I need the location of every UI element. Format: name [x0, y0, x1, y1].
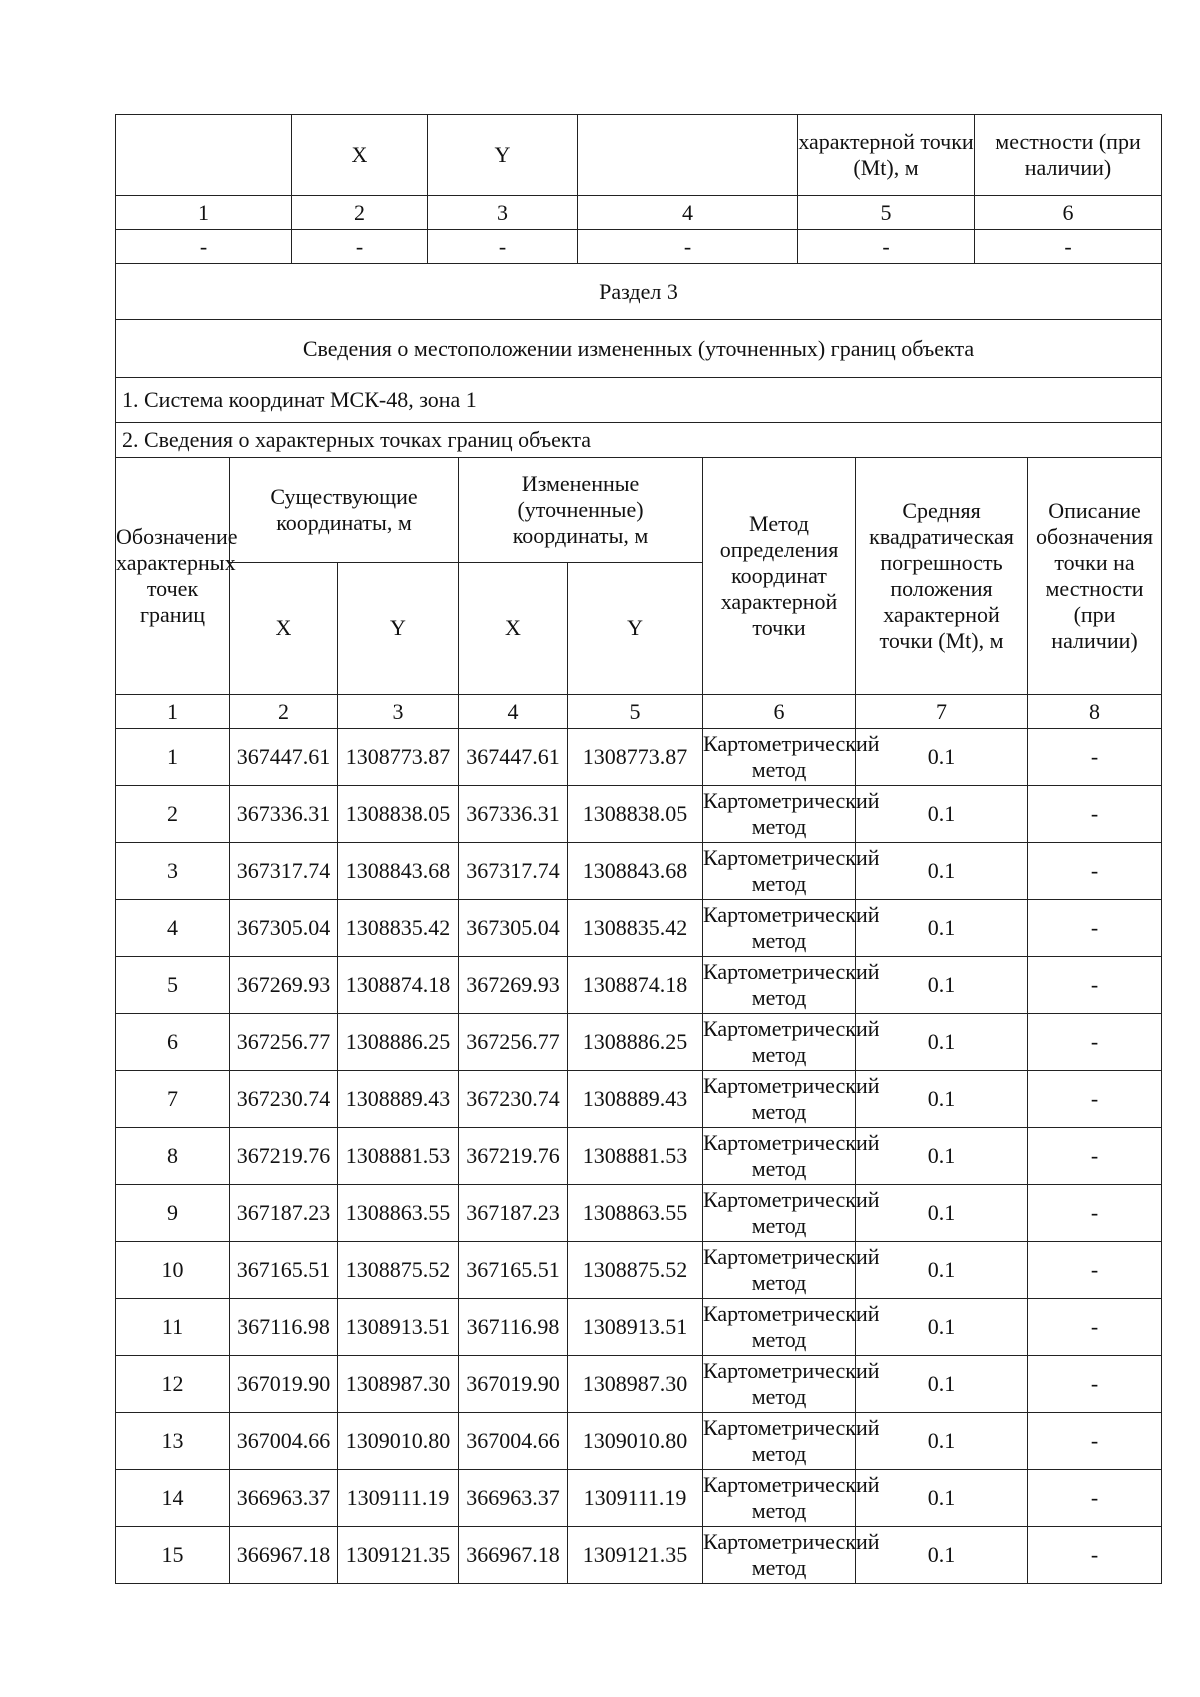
changed-y-cell: 1308863.55: [568, 1185, 703, 1242]
table-row: [116, 1128, 1162, 1185]
changed-x-cell: 367187.23: [459, 1185, 568, 1242]
table-row: [116, 1242, 1162, 1299]
error-value-cell: 0.1: [856, 900, 1028, 957]
error-value-cell: 0.1: [856, 1299, 1028, 1356]
description-cell: -: [1028, 1299, 1162, 1356]
method-cell: Картометрический метод: [703, 843, 856, 900]
header-error: Средняя квадратическая погрешность положения характерной точки (Mt), м: [856, 458, 1028, 695]
changed-x-cell: 367447.61: [459, 729, 568, 786]
method-cell: Картометрический метод: [703, 1356, 856, 1413]
table-row: [116, 1413, 1162, 1470]
existing-y-cell: 1308889.43: [338, 1071, 459, 1128]
description-cell: -: [1028, 729, 1162, 786]
section-subtitle: Сведения о местоположении измененных (уточненных) границ объекта: [116, 320, 1162, 378]
column-number: 3: [338, 695, 459, 729]
header-existing-y: Y: [338, 562, 459, 694]
header-changed-y: Y: [568, 562, 703, 694]
column-number: 5: [798, 196, 975, 230]
existing-x-cell: 367165.51: [230, 1242, 338, 1299]
existing-x-cell: 367447.61: [230, 729, 338, 786]
error-value-cell: 0.1: [856, 1185, 1028, 1242]
header-existing-coords: Существующие координаты, м: [230, 458, 459, 563]
changed-x-cell: 367165.51: [459, 1242, 568, 1299]
header-description: Описание обозначения точки на местности (при наличии): [1028, 458, 1162, 695]
point-number-cell: 13: [116, 1413, 230, 1470]
top-header-cell: характерной точки (Mt), м: [798, 115, 975, 196]
existing-y-cell: 1308863.55: [338, 1185, 459, 1242]
table-row: [116, 900, 1162, 957]
changed-x-cell: 366967.18: [459, 1527, 568, 1584]
existing-x-cell: 367230.74: [230, 1071, 338, 1128]
description-cell: -: [1028, 1014, 1162, 1071]
method-cell: Картометрический метод: [703, 729, 856, 786]
existing-x-cell: 367019.90: [230, 1356, 338, 1413]
existing-x-cell: 366967.18: [230, 1527, 338, 1584]
header-designation: Обозначение характерных точек границ: [116, 458, 230, 695]
existing-y-cell: 1308987.30: [338, 1356, 459, 1413]
description-cell: -: [1028, 957, 1162, 1014]
changed-x-cell: 366963.37: [459, 1470, 568, 1527]
dash-cell: -: [578, 230, 798, 264]
dash-cell: -: [116, 230, 292, 264]
error-value-cell: 0.1: [856, 1527, 1028, 1584]
changed-y-cell: 1308889.43: [568, 1071, 703, 1128]
changed-x-cell: 367317.74: [459, 843, 568, 900]
method-cell: Картометрический метод: [703, 1071, 856, 1128]
dash-cell: -: [292, 230, 428, 264]
changed-y-cell: 1308886.25: [568, 1014, 703, 1071]
column-number: 8: [1028, 695, 1162, 729]
existing-x-cell: 367317.74: [230, 843, 338, 900]
coordinate-system: 1. Система координат МСК-48, зона 1: [116, 378, 1162, 423]
table-row: [116, 1470, 1162, 1527]
method-cell: Картометрический метод: [703, 1299, 856, 1356]
existing-x-cell: 367269.93: [230, 957, 338, 1014]
table-row: [116, 957, 1162, 1014]
header-method: Метод определения координат характерной точки: [703, 458, 856, 695]
column-number: 2: [292, 196, 428, 230]
changed-y-cell: 1308773.87: [568, 729, 703, 786]
changed-x-cell: 367004.66: [459, 1413, 568, 1470]
existing-y-cell: 1308881.53: [338, 1128, 459, 1185]
description-cell: -: [1028, 900, 1162, 957]
existing-x-cell: 367116.98: [230, 1299, 338, 1356]
table-row: [116, 1356, 1162, 1413]
top-header-cell: X: [292, 115, 428, 196]
point-number-cell: 11: [116, 1299, 230, 1356]
column-number: 1: [116, 695, 230, 729]
changed-y-cell: 1308987.30: [568, 1356, 703, 1413]
error-value-cell: 0.1: [856, 1242, 1028, 1299]
description-cell: -: [1028, 1470, 1162, 1527]
existing-y-cell: 1309010.80: [338, 1413, 459, 1470]
changed-x-cell: 367230.74: [459, 1071, 568, 1128]
table-row: [116, 1071, 1162, 1128]
method-cell: Картометрический метод: [703, 1413, 856, 1470]
existing-y-cell: 1308835.42: [338, 900, 459, 957]
table-row: [116, 786, 1162, 843]
dash-cell: -: [798, 230, 975, 264]
column-number: 6: [975, 196, 1162, 230]
changed-x-cell: 367269.93: [459, 957, 568, 1014]
method-cell: Картометрический метод: [703, 786, 856, 843]
changed-y-cell: 1308874.18: [568, 957, 703, 1014]
changed-y-cell: 1308843.68: [568, 843, 703, 900]
description-cell: -: [1028, 1356, 1162, 1413]
point-number-cell: 9: [116, 1185, 230, 1242]
top-header-cell: [578, 115, 798, 196]
existing-x-cell: 367256.77: [230, 1014, 338, 1071]
existing-x-cell: 366963.37: [230, 1470, 338, 1527]
changed-y-cell: 1308875.52: [568, 1242, 703, 1299]
description-cell: -: [1028, 1071, 1162, 1128]
dash-cell: -: [428, 230, 578, 264]
table-row: [116, 1014, 1162, 1071]
changed-x-cell: 367336.31: [459, 786, 568, 843]
method-cell: Картометрический метод: [703, 1185, 856, 1242]
error-value-cell: 0.1: [856, 1014, 1028, 1071]
point-number-cell: 1: [116, 729, 230, 786]
error-value-cell: 0.1: [856, 1128, 1028, 1185]
changed-y-cell: 1308913.51: [568, 1299, 703, 1356]
table-row: [116, 843, 1162, 900]
error-value-cell: 0.1: [856, 786, 1028, 843]
top-number-row: [116, 196, 1162, 230]
top-header-cell: местности (при наличии): [975, 115, 1162, 196]
changed-y-cell: 1309121.35: [568, 1527, 703, 1584]
changed-y-cell: 1309010.80: [568, 1413, 703, 1470]
table-row: [116, 1527, 1162, 1584]
error-value-cell: 0.1: [856, 729, 1028, 786]
changed-y-cell: 1308881.53: [568, 1128, 703, 1185]
description-cell: -: [1028, 786, 1162, 843]
error-value-cell: 0.1: [856, 843, 1028, 900]
changed-x-cell: 367256.77: [459, 1014, 568, 1071]
point-number-cell: 10: [116, 1242, 230, 1299]
top-header-cell: [116, 115, 292, 196]
existing-x-cell: 367219.76: [230, 1128, 338, 1185]
point-number-cell: 12: [116, 1356, 230, 1413]
existing-x-cell: 367336.31: [230, 786, 338, 843]
existing-x-cell: 367004.66: [230, 1413, 338, 1470]
table-row: [116, 1299, 1162, 1356]
table-row: [116, 1185, 1162, 1242]
point-number-cell: 6: [116, 1014, 230, 1071]
description-cell: -: [1028, 1527, 1162, 1584]
section-title: Раздел 3: [116, 264, 1162, 320]
description-cell: -: [1028, 1413, 1162, 1470]
error-value-cell: 0.1: [856, 1470, 1028, 1527]
point-number-cell: 3: [116, 843, 230, 900]
changed-y-cell: 1308835.42: [568, 900, 703, 957]
point-number-cell: 4: [116, 900, 230, 957]
changed-y-cell: 1309111.19: [568, 1470, 703, 1527]
method-cell: Картометрический метод: [703, 1470, 856, 1527]
dash-cell: -: [975, 230, 1162, 264]
column-number: 4: [578, 196, 798, 230]
point-number-cell: 14: [116, 1470, 230, 1527]
existing-y-cell: 1308838.05: [338, 786, 459, 843]
header-existing-x: X: [230, 562, 338, 694]
column-number: 7: [856, 695, 1028, 729]
error-value-cell: 0.1: [856, 1356, 1028, 1413]
column-number: 2: [230, 695, 338, 729]
existing-y-cell: 1309111.19: [338, 1470, 459, 1527]
existing-y-cell: 1309121.35: [338, 1527, 459, 1584]
point-number-cell: 5: [116, 957, 230, 1014]
column-number: 5: [568, 695, 703, 729]
boundary-points-table: [115, 457, 1162, 1584]
point-number-cell: 8: [116, 1128, 230, 1185]
column-number: 1: [116, 196, 292, 230]
existing-y-cell: 1308843.68: [338, 843, 459, 900]
column-number: 4: [459, 695, 568, 729]
point-number-cell: 2: [116, 786, 230, 843]
description-cell: -: [1028, 1242, 1162, 1299]
top-empty-row: [116, 230, 1162, 264]
method-cell: Картометрический метод: [703, 957, 856, 1014]
method-cell: Картометрический метод: [703, 900, 856, 957]
existing-y-cell: 1308886.25: [338, 1014, 459, 1071]
method-cell: Картометрический метод: [703, 1242, 856, 1299]
changed-x-cell: 367019.90: [459, 1356, 568, 1413]
table-body: [116, 729, 1162, 1584]
error-value-cell: 0.1: [856, 1413, 1028, 1470]
changed-x-cell: 367305.04: [459, 900, 568, 957]
changed-x-cell: 367219.76: [459, 1128, 568, 1185]
point-number-cell: 7: [116, 1071, 230, 1128]
existing-x-cell: 367305.04: [230, 900, 338, 957]
existing-y-cell: 1308773.87: [338, 729, 459, 786]
column-number: 3: [428, 196, 578, 230]
error-value-cell: 0.1: [856, 1071, 1028, 1128]
top-header-cell: Y: [428, 115, 578, 196]
description-cell: -: [1028, 1185, 1162, 1242]
column-number-row: [116, 695, 1162, 729]
table-row: [116, 729, 1162, 786]
changed-y-cell: 1308838.05: [568, 786, 703, 843]
method-cell: Картометрический метод: [703, 1527, 856, 1584]
method-cell: Картометрический метод: [703, 1128, 856, 1185]
header-changed-x: X: [459, 562, 568, 694]
description-cell: -: [1028, 1128, 1162, 1185]
changed-x-cell: 367116.98: [459, 1299, 568, 1356]
column-number: 6: [703, 695, 856, 729]
point-number-cell: 15: [116, 1527, 230, 1584]
error-value-cell: 0.1: [856, 957, 1028, 1014]
existing-y-cell: 1308875.52: [338, 1242, 459, 1299]
existing-y-cell: 1308913.51: [338, 1299, 459, 1356]
header-row-1: [116, 458, 1162, 563]
method-cell: Картометрический метод: [703, 1014, 856, 1071]
top-header-row: [116, 115, 1162, 196]
previous-section-table: [115, 114, 1162, 458]
description-cell: -: [1028, 843, 1162, 900]
points-info-heading: 2. Сведения о характерных точках границ объекта: [116, 423, 1162, 458]
header-changed-coords: Измененные (уточненные) координаты, м: [459, 458, 703, 563]
existing-x-cell: 367187.23: [230, 1185, 338, 1242]
existing-y-cell: 1308874.18: [338, 957, 459, 1014]
